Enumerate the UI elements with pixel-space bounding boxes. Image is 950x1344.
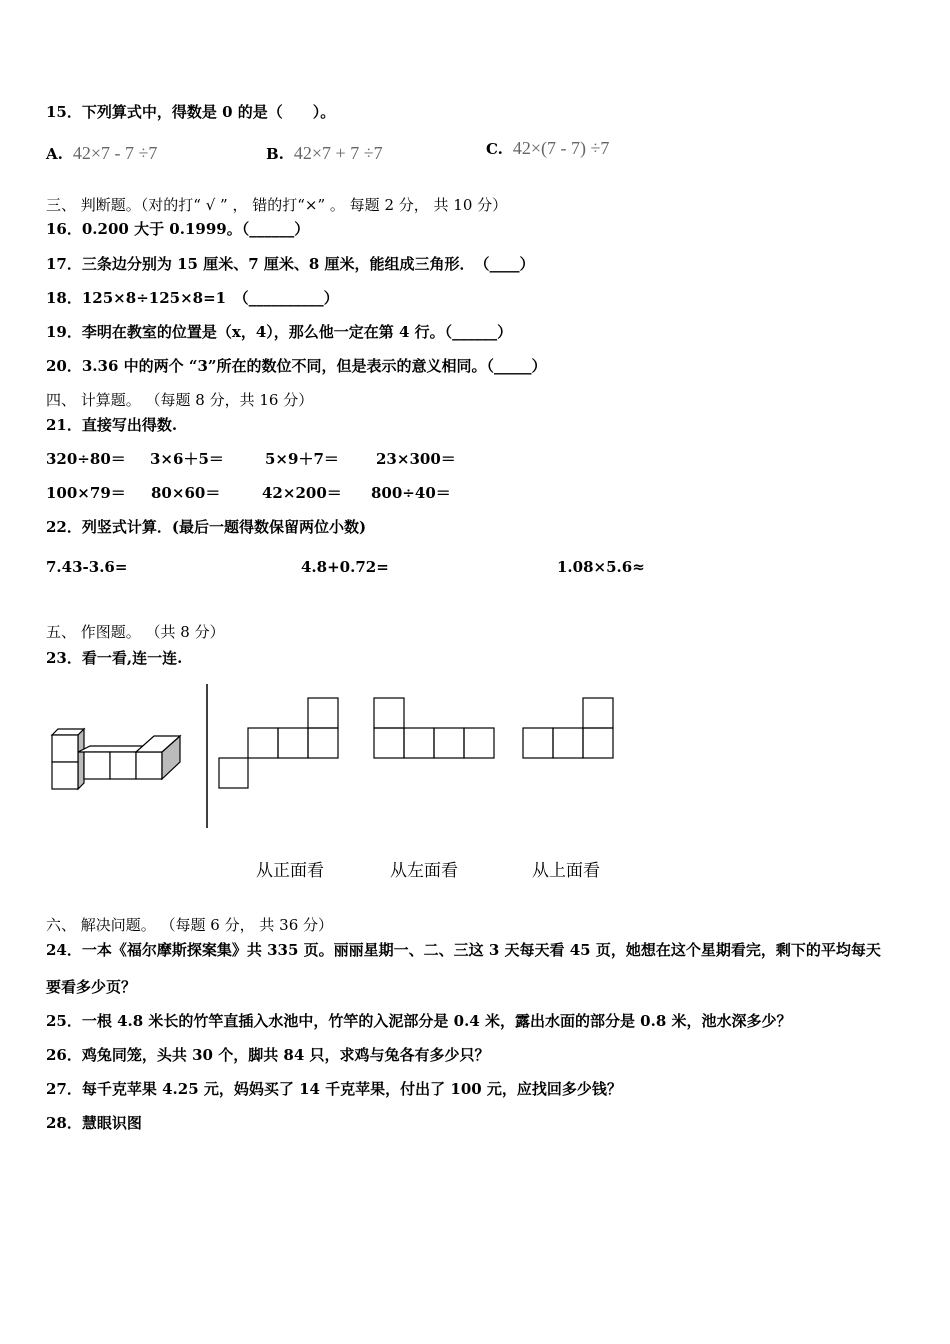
section4-heading: 四、 计算题。 （每题 8 分，共 16 分） [46,391,314,409]
option-label: C. [486,140,503,158]
q21-item: 320÷80＝ [46,450,126,468]
q27: 27．每千克苹果 4.25 元，妈妈买了 14 千克苹果，付出了 100 元，应找回多少钱？ [46,1080,622,1098]
view-label-left: 从左面看 [390,861,458,881]
option-expression: 42×(7 - 7) ÷7 [512,138,610,158]
q24-line1: 24．一本《福尔摩斯探案集》共 335 页。丽丽星期一、二、三这 3 天每天看 45 页，她想在这个星期看完，剩下的平均每天 [46,941,881,959]
q21-item: 42×200＝ [262,484,342,502]
view-label-front: 从正面看 [256,861,324,881]
q28: 28．慧眼识图 [46,1114,142,1132]
q21-item: 23×300＝ [376,450,456,468]
view-grid-2 [373,697,496,759]
q15-option-c[interactable] [486,138,609,159]
divider-line [205,684,209,828]
q15-stem: 15．下列算式中，得数是 0 的是（ ）。 [46,103,336,121]
q21-stem: 21．直接写出得数. [46,416,178,434]
option-label: A. [46,145,63,163]
option-expression: 42×7 + 7 ÷7 [293,143,383,163]
q26: 26．鸡兔同笼，头共 30 个，脚共 84 只，求鸡与兔各有多少只？ [46,1046,490,1064]
q20: 20．3.36 中的两个 “3”所在的数位不同，但是表示的意义相同。（_____） [46,357,547,375]
q23-stem: 23．看一看,连一连. [46,649,183,667]
q22-item: 4.8+0.72= [301,558,389,576]
q21-item: 5×9＋7＝ [265,450,339,468]
option-expression: 42×7 - 7 ÷7 [72,143,158,163]
q15-option-a[interactable] [46,143,157,164]
q21-item: 100×79＝ [46,484,126,502]
section5-heading: 五、 作图题。 （共 8 分） [46,623,225,641]
q21-item: 800÷40＝ [371,484,451,502]
q18: 18．125×8÷125×8=1 （__________） [46,289,339,307]
view-label-top: 从上面看 [532,861,600,881]
section3-heading: 三、 判断题。（对的打“ √ ” ， 错的打“×” 。 每题 2 分， 共 10 分） [46,196,508,214]
q17: 17．三条边分别为 15 厘米、7 厘米、8 厘米，能组成三角形． （____） [46,255,535,273]
q25: 25．一根 4.8 米长的竹竿直插入水池中，竹竿的入泥部分是 0.4 米，露出水面的部分是 0.8 米，池水深多少？ [46,1012,792,1030]
q19: 19．李明在教室的位置是（x，4），那么他一定在第 4 行。（______） [46,323,513,341]
option-label: B. [266,145,284,163]
view-grid-3 [522,697,615,759]
q21-item: 80×60＝ [151,484,221,502]
q16: 16．0.200 大于 0.1999。（______） [46,220,310,238]
q15-option-b[interactable] [266,143,383,164]
view-grid-1 [218,697,340,789]
q22-item: 7.43-3.6= [46,558,128,576]
q21-item: 3×6＋5＝ [150,450,224,468]
q24-line2: 要看多少页？ [46,978,137,996]
cube-stack-figure [40,725,190,795]
q22-item: 1.08×5.6≈ [557,558,645,576]
section6-heading: 六、 解决问题。 （每题 6 分， 共 36 分） [46,916,334,934]
q22-stem: 22．列竖式计算．(最后一题得数保留两位小数) [46,518,367,536]
